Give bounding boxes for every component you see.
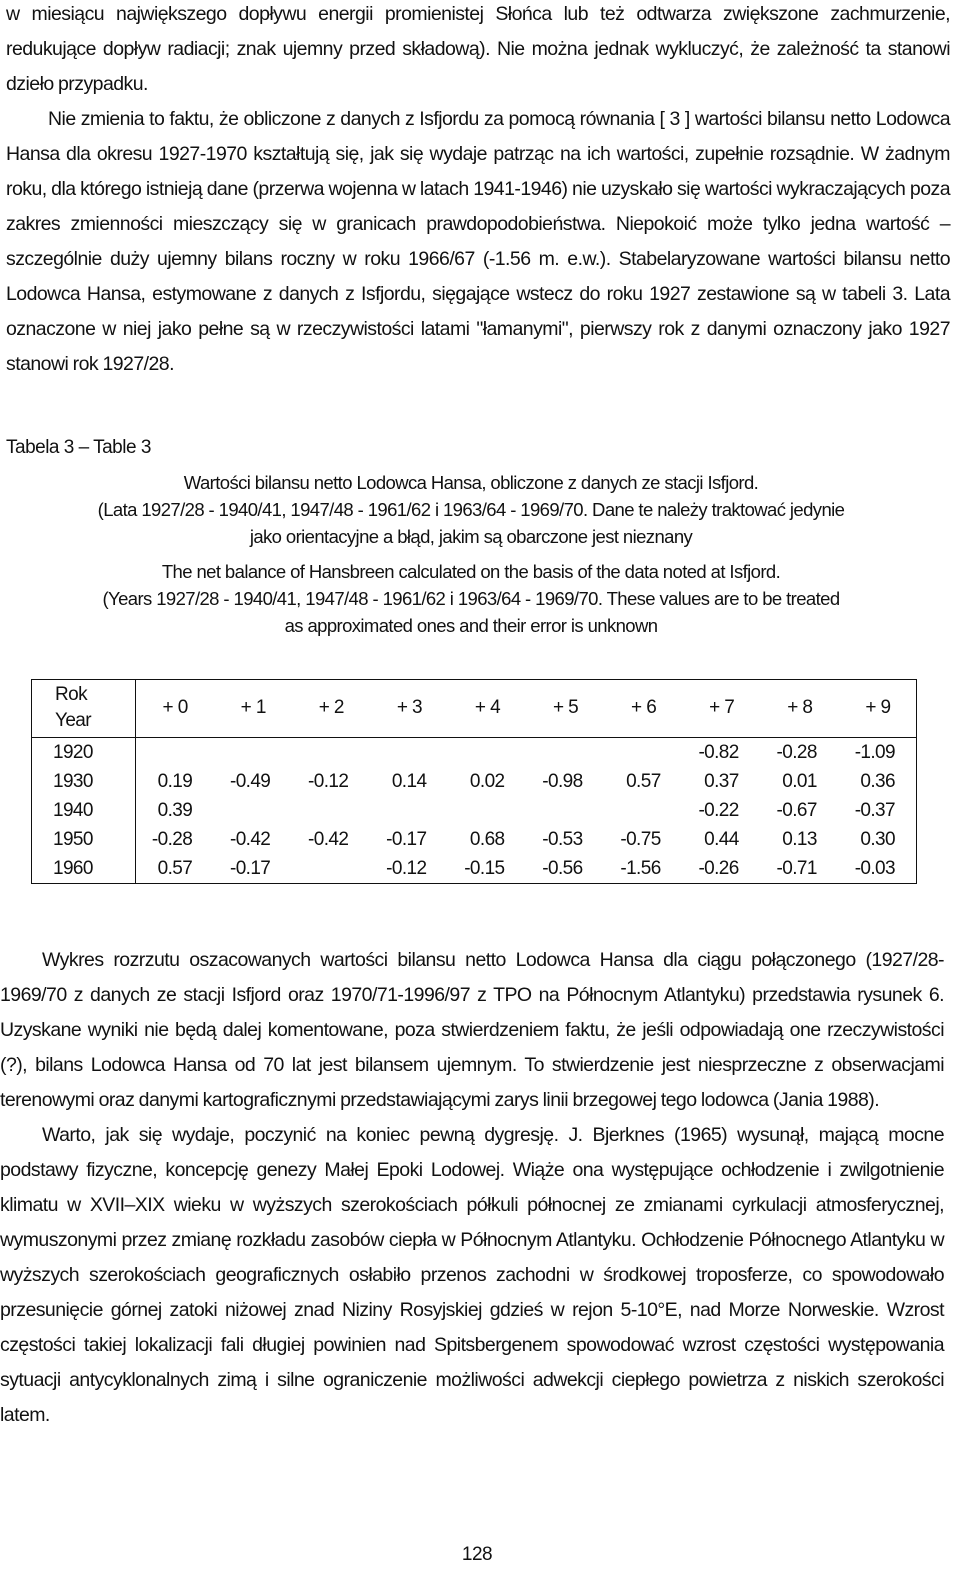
header-year-pl: Rok xyxy=(55,684,87,705)
table-cell xyxy=(214,738,292,768)
paragraph-2: Nie zmienia to faktu, że obliczone z danych z Isfjordu za pomocą równania [ 3 ] wartości bilansu netto Lodowca Hansa dla okresu 1927-1970 kształtują się, jak się wydaje patrząc na ich wartości, zupełnie rozsądnie. W żadnym roku, dla którego istnieją dane (przerwa wojenna w latach 1941-1946) nie uzyskało się wartości wykraczających poza zakres zmienności mieszczący się w granicach prawdopodobieństwa. Niepokoić może tylko jedna wartość – szczególnie duży ujemny bilans roczny w roku 1966/67 (-1.56 m. e.w.). Stabelaryzowane wartości bilansu netto Lodowca Hansa, estymowane z danych z Isfjordu, sięgające wstecz do roku 1927 zestawione są w tabeli 3. Lata oznaczone w niej jako pełne są w rzeczywistości latami "łamanymi", pierwszy rok z danymi oznaczony jako 1927 stanowi rok 1927/28. xyxy=(6,108,950,375)
table-row xyxy=(31,796,917,825)
table-cell: 0.68 xyxy=(469,828,505,850)
table-cell: -0.12 xyxy=(386,857,427,879)
table-cell xyxy=(448,796,526,825)
table-cell: -0.28 xyxy=(776,741,817,763)
table-cell: -0.28 xyxy=(151,828,193,850)
table-row xyxy=(31,767,917,796)
page-number: 128 xyxy=(461,1544,493,1565)
header-col-0: + 0 xyxy=(136,679,215,738)
table-cell: 0.57 xyxy=(157,857,193,879)
table-cell: -0.03 xyxy=(854,857,895,879)
paragraph-1: w miesiącu największego dopływu energii promienistej Słońca lub też odtwarza zwiększone zachmurzenie, redukujące dopływ radiacji; znak ujemny przed składową). Nie można jednak wykluczyć, że zależność ta stanowi dzieło przypadku. xyxy=(6,3,950,95)
table-cell: -0.71 xyxy=(776,857,817,879)
table-cell: 0.30 xyxy=(860,828,895,850)
header-col-6: + 6 xyxy=(605,679,683,738)
caption-pl-line-3: jako orientacyjne a błąd, jakim są obarczone jest nieznany xyxy=(249,526,693,547)
paragraph-3: Wykres rozrzutu oszacowanych wartości bilansu netto Lodowca Hansa dla ciągu połączonego (1927/28-1969/70 z danych ze stacji Isfjord oraz 1970/71-1996/97 z TPO na Północnym Atlantyku) przedstawia rysunek 6. Uzyskane wyniki nie będą dalej komentowane, poza stwierdzeniem faktu, że jeśli odpowiadają one rzeczywistości (?), bilans Lodowca Hansa od 70 lat jest bilansem ujemnym. To stwierdzenie jest niesprzeczne z obserwacjami terenowymi oraz danymi kartograficznymi przedstawiającymi zarys linii brzegowej tego lodowca (Jania 1988). xyxy=(0,949,944,1111)
table-cell xyxy=(292,738,370,768)
table-caption-polish xyxy=(6,469,936,550)
table-header-row xyxy=(31,679,917,738)
table-cell: -0.22 xyxy=(698,799,739,821)
table-cell: -0.42 xyxy=(308,828,349,850)
table-cell xyxy=(370,738,448,768)
table-cell: -0.75 xyxy=(620,828,661,850)
header-col-7: + 7 xyxy=(683,679,761,738)
table-cell xyxy=(370,796,448,825)
table-row-year: 1940 xyxy=(31,796,136,825)
table-cell: 0.01 xyxy=(782,770,817,792)
header-col-8: + 8 xyxy=(761,679,839,738)
table-cell: -0.17 xyxy=(229,857,271,879)
table-cell: 0.02 xyxy=(469,770,505,792)
caption-pl-line-1: Wartości bilansu netto Lodowca Hansa, obliczone z danych ze stacji Isfjord. xyxy=(183,472,759,493)
table-cell: -0.82 xyxy=(698,741,739,763)
table-row xyxy=(31,738,917,768)
table-cell: -1.56 xyxy=(620,857,661,879)
table-cell: -0.17 xyxy=(386,828,427,850)
table-body xyxy=(31,738,917,884)
header-year-en: Year xyxy=(55,710,91,731)
table-cell: -0.15 xyxy=(464,857,505,879)
table-cell: -0.49 xyxy=(229,770,271,792)
table-row xyxy=(31,825,917,854)
table-cell xyxy=(605,796,683,825)
table-cell: -0.56 xyxy=(542,857,583,879)
caption-en-line-1: The net balance of Hansbreen calculated on the basis of the data noted at Isfjord. xyxy=(161,561,781,582)
table-cell: 0.37 xyxy=(704,770,739,792)
table-caption-english xyxy=(6,558,936,639)
table-cell: -0.67 xyxy=(776,799,817,821)
table-cell: -0.53 xyxy=(542,828,583,850)
table-cell xyxy=(214,796,292,825)
table-row-year: 1960 xyxy=(31,854,136,883)
paragraph-4: Warto, jak się wydaje, poczynić na koniec pewną dygresję. J. Bjerknes (1965) wysunął, mającą mocne podstawy fizyczne, koncepcję genezy Małej Epoki Lodowej. Wiąże ona występujące ochłodzenie i zwilgotnienie klimatu w XVII–XIX wieku w wyższych szerokościach półkuli północnej ze zmianami cyrkulacji atmosferycznej, wymuszonymi przez zmianę rozkładu zasobów ciepła w Północnym Atlantyku. Ochłodzenie Północnego Atlantyku w wyższych szerokościach geograficznych osłabiło przenos zachodni w środkowej troposferze, co spowodowało przesunięcie górnej zatoki niżowej znad Niziny Rosyjskiej gdzieś w rejon 5-10°E, nad Morze Norweskie. Wzrost częstości takiej lokalizacji fali długiej powinien nad Spitsbergenem spowodować wzrost częstości występowania sytuacji antycyklonalnych zimą i silne ograniczenie możliwości adwekcji ciepłego powietrza z niskich szerokości latem. xyxy=(0,1124,944,1426)
table-row-year: 1950 xyxy=(31,825,136,854)
table-cell: 0.14 xyxy=(391,770,427,792)
table-cell: -0.37 xyxy=(854,799,895,821)
net-balance-table xyxy=(31,679,917,883)
header-col-3: + 3 xyxy=(370,679,448,738)
table-row-year: 1930 xyxy=(31,767,136,796)
table-cell xyxy=(448,738,526,768)
caption-en-line-3: as approximated ones and their error is unknown xyxy=(284,615,658,636)
table-cell: 0.39 xyxy=(157,799,193,821)
table-cell xyxy=(292,796,370,825)
table-cell: 0.19 xyxy=(157,770,193,792)
table-cell: -0.26 xyxy=(698,857,739,879)
table-cell xyxy=(527,738,605,768)
header-col-4: + 4 xyxy=(448,679,526,738)
caption-pl-line-2: (Lata 1927/28 - 1940/41, 1947/48 - 1961/62 i 1963/64 - 1969/70. Dane te należy traktować jedynie xyxy=(97,499,845,520)
table-cell: -0.98 xyxy=(542,770,583,792)
header-year xyxy=(31,679,136,738)
page-body xyxy=(6,0,950,639)
table-cell: 0.13 xyxy=(782,828,817,850)
table-cell: 0.36 xyxy=(860,770,895,792)
table-label: Tabela 3 – Table 3 xyxy=(6,437,151,458)
header-col-2: + 2 xyxy=(292,679,370,738)
table-cell: 0.57 xyxy=(626,770,661,792)
page-body-lower xyxy=(0,943,944,1433)
table-cell: -1.09 xyxy=(854,741,895,763)
table-row xyxy=(31,854,917,883)
table-cell: 0.44 xyxy=(704,828,739,850)
table-cell xyxy=(136,738,215,768)
table-cell: -0.42 xyxy=(229,828,271,850)
header-col-5: + 5 xyxy=(527,679,605,738)
caption-en-line-2: (Years 1927/28 - 1940/41, 1947/48 - 1961/62 i 1963/64 - 1969/70. These values are to be treated xyxy=(102,588,840,609)
table-row-year: 1920 xyxy=(31,738,136,768)
header-col-9: + 9 xyxy=(839,679,917,738)
table-cell: -0.12 xyxy=(308,770,349,792)
table-cell xyxy=(292,854,370,883)
header-col-1: + 1 xyxy=(214,679,292,738)
table-cell xyxy=(605,738,683,768)
table-cell xyxy=(527,796,605,825)
